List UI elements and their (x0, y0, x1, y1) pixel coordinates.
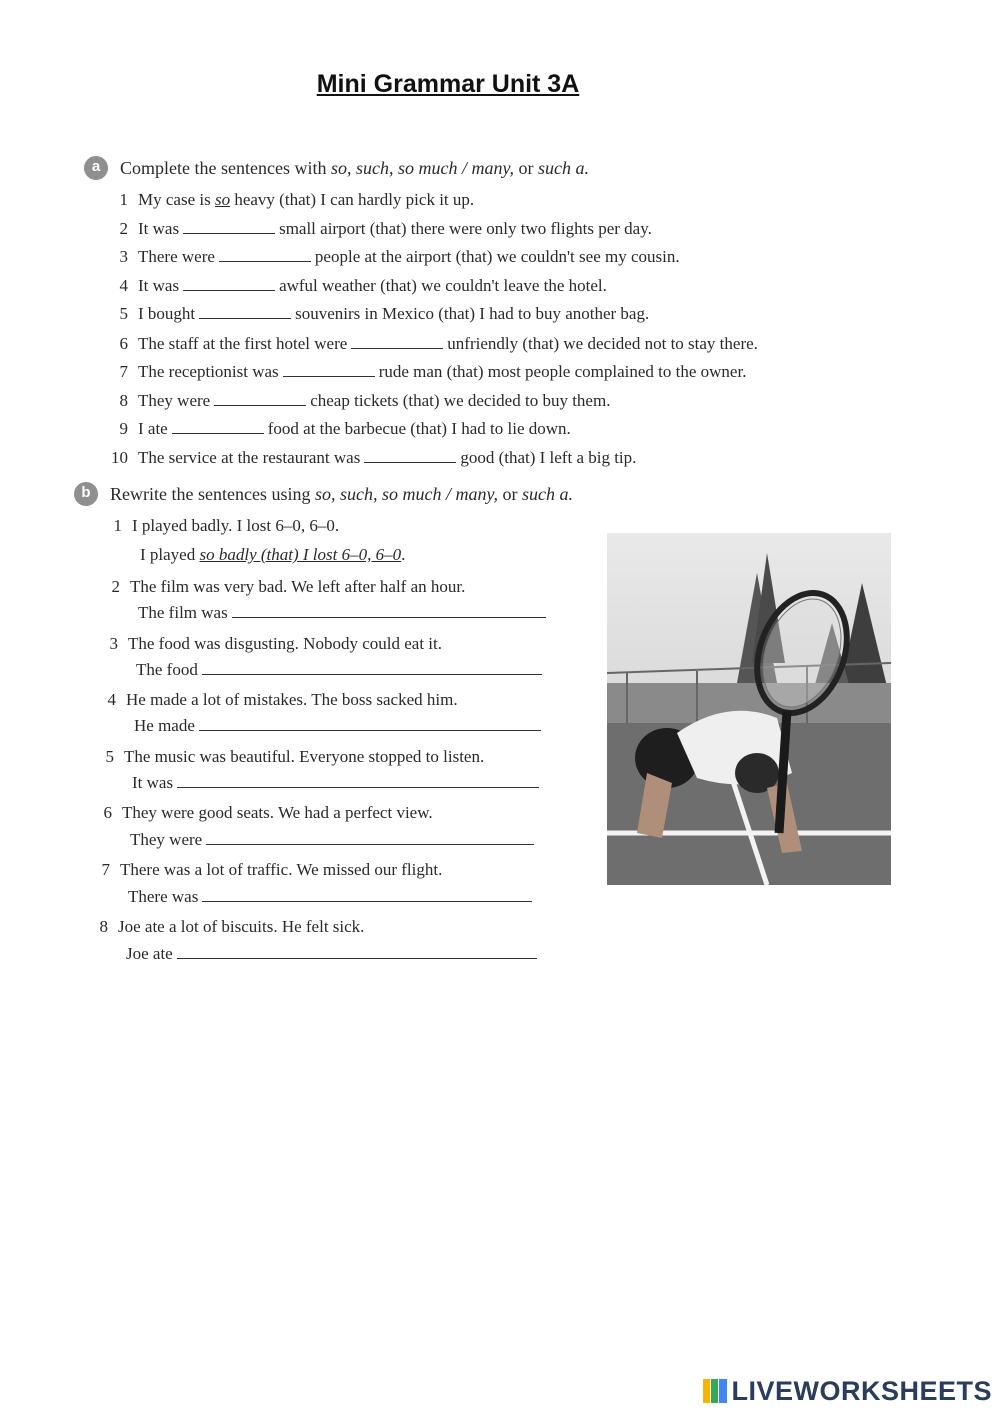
item-number: 1 (119, 190, 128, 209)
instruction-prefix: Rewrite the sentences using (110, 484, 315, 504)
exercise-b-answer-line (130, 830, 534, 850)
item-before: I ate (138, 419, 168, 438)
answer-end: . (401, 545, 406, 564)
answer-start: Joe ate (126, 944, 173, 963)
answer-start: It was (132, 773, 174, 792)
answer-start: I played (140, 545, 200, 564)
section-b-badge: b (74, 482, 98, 506)
item-number: 9 (119, 419, 128, 438)
exercise-a-item (106, 190, 474, 210)
item-before: They were (138, 391, 211, 410)
answer-start: The food (136, 660, 198, 679)
exercise-b-sentence (88, 860, 442, 880)
exercise-a-item (106, 419, 571, 439)
brand-name: LIVEWORKSHEETS (731, 1376, 992, 1406)
answer-blank[interactable] (202, 900, 532, 902)
item-before: The staff at the first hotel were (138, 334, 348, 353)
exercise-b-sentence (94, 690, 458, 710)
answer-blank[interactable] (202, 673, 542, 675)
item-before: It was (138, 276, 180, 295)
item-sentence: The food was disgusting. Nobody could eat it. (128, 634, 442, 653)
item-number: 4 (107, 690, 116, 709)
instruction-last: such a. (521, 484, 573, 504)
item-number: 2 (119, 219, 128, 238)
section-b-instruction (110, 484, 573, 505)
item-number: 7 (101, 860, 110, 879)
exercise-b-answer-line (126, 944, 537, 964)
item-sentence: I played badly. I lost 6–0, 6–0. (132, 516, 340, 535)
item-number: 8 (119, 391, 128, 410)
exercise-b-sentence (86, 917, 364, 937)
item-number: 6 (119, 334, 128, 353)
answer-blank[interactable] (172, 432, 264, 434)
liveworksheets-logo[interactable] (703, 1376, 992, 1407)
item-sentence: Joe ate a lot of biscuits. He felt sick. (118, 917, 365, 936)
exercise-a-item (106, 391, 610, 411)
exercise-a-item (106, 334, 758, 354)
exercise-b-answer-line (134, 716, 541, 736)
item-after: people at the airport (that) we couldn't see my cousin. (314, 247, 680, 266)
answer-blank[interactable] (214, 404, 306, 406)
answer-blank[interactable] (199, 729, 541, 731)
item-number: 3 (119, 247, 128, 266)
item-before: My case is (138, 190, 215, 209)
item-number: 8 (99, 917, 108, 936)
item-number: 1 (113, 516, 122, 535)
answer-start: They were (130, 830, 203, 849)
exercise-a-item (106, 276, 607, 296)
section-a-instruction (120, 158, 589, 179)
item-sentence: The film was very bad. We left after half an hour. (130, 577, 466, 596)
answer-blank[interactable] (206, 843, 534, 845)
exercise-b-answer-line (128, 887, 532, 907)
item-after: unfriendly (that) we decided not to stay there. (447, 334, 758, 353)
answer-blank[interactable] (177, 957, 537, 959)
instruction-words: so, such, so much / many, (330, 158, 514, 178)
exercise-b-example-answer (140, 545, 405, 565)
item-before: There were (138, 247, 215, 266)
item-after: good (that) I left a big tip. (460, 448, 637, 467)
item-sentence: There was a lot of traffic. We missed our flight. (120, 860, 443, 879)
answer-start: He made (134, 716, 195, 735)
liveworksheets-logo-icon (703, 1379, 727, 1403)
exercise-b-sentence (98, 577, 465, 597)
exercise-b-answer-line (132, 773, 539, 793)
item-sentence: The music was beautiful. Everyone stopped to listen. (124, 747, 485, 766)
section-a-badge: a (84, 156, 108, 180)
answer-start: The film was (138, 603, 228, 622)
item-after: souvenirs in Mexico (that) I had to buy another bag. (295, 304, 650, 323)
item-before: It was (138, 219, 180, 238)
exercise-b-answer-line (136, 660, 542, 680)
exercise-a-item (106, 362, 746, 382)
exercise-a-item (106, 448, 636, 468)
tennis-player-illustration (607, 533, 891, 885)
item-sentence: They were good seats. We had a perfect view. (122, 803, 433, 822)
exercise-b-sentence (96, 634, 442, 654)
instruction-prefix: Complete the sentences with (120, 158, 331, 178)
item-after: food at the barbecue (that) I had to lie down. (267, 419, 571, 438)
exercise-a-item (106, 219, 652, 239)
item-before: The service at the restaurant was (138, 448, 361, 467)
example-answer: so (214, 190, 231, 209)
exercise-a-item (106, 247, 680, 267)
answer-blank[interactable] (177, 786, 539, 788)
answer-blank[interactable] (283, 375, 375, 377)
instruction-words: so, such, so much / many, (314, 484, 498, 504)
answer-blank[interactable] (351, 347, 443, 349)
item-number: 4 (119, 276, 128, 295)
exercise-b-sentence (90, 803, 433, 823)
example-answer: so badly (that) I lost 6–0, 6–0 (199, 545, 402, 564)
answer-blank[interactable] (232, 616, 546, 618)
item-after: rude man (that) most people complained to the owner. (378, 362, 747, 381)
item-after: cheap tickets (that) we decided to buy them. (310, 391, 611, 410)
item-number: 2 (111, 577, 120, 596)
item-sentence: He made a lot of mistakes. The boss sacked him. (126, 690, 458, 709)
answer-blank[interactable] (183, 232, 275, 234)
instruction-last: such a. (537, 158, 589, 178)
item-after: heavy (that) I can hardly pick it up. (230, 190, 475, 209)
exercise-b-sentence (92, 747, 484, 767)
answer-blank[interactable] (199, 317, 291, 319)
page-title: Mini Grammar Unit 3A (316, 70, 580, 98)
exercise-b-sentence (100, 516, 339, 536)
exercise-b-answer-line (138, 603, 546, 623)
item-before: The receptionist was (138, 362, 279, 381)
item-number: 3 (109, 634, 118, 653)
item-after: small airport (that) there were only two flights per day. (279, 219, 652, 238)
item-number: 5 (105, 747, 114, 766)
answer-start: There was (128, 887, 199, 906)
item-number: 10 (111, 448, 128, 467)
item-number: 5 (119, 304, 128, 323)
answer-blank[interactable] (364, 461, 456, 463)
item-after: awful weather (that) we couldn't leave the hotel. (279, 276, 607, 295)
tennis-player-photo (607, 533, 891, 885)
item-number: 6 (103, 803, 112, 822)
exercise-a-item (106, 304, 649, 324)
answer-blank[interactable] (219, 260, 311, 262)
answer-blank[interactable] (183, 289, 275, 291)
instruction-or: or (513, 158, 538, 178)
instruction-or: or (497, 484, 522, 504)
item-before: I bought (138, 304, 196, 323)
item-number: 7 (119, 362, 128, 381)
